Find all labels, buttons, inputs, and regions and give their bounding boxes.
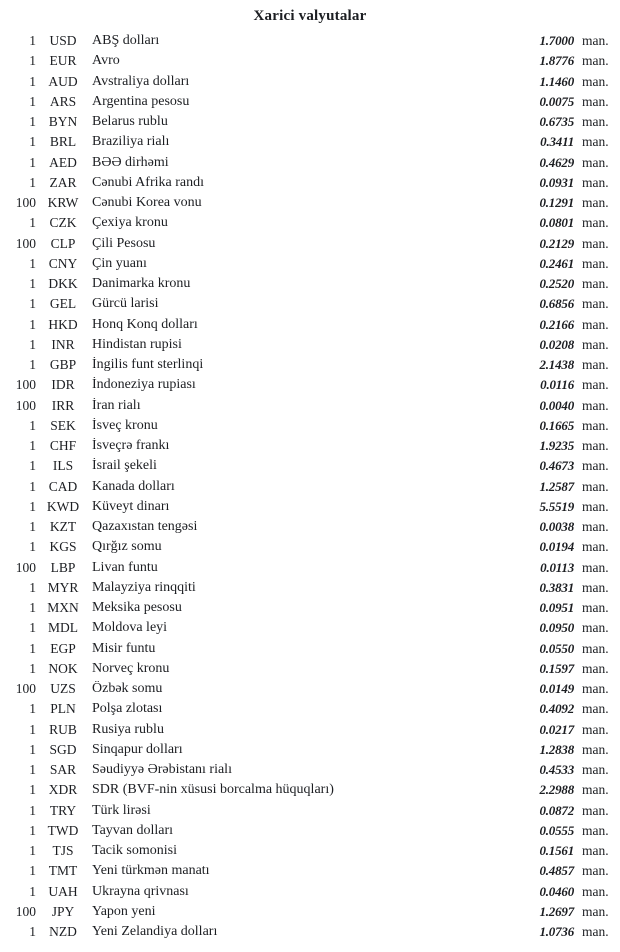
qty-cell: 1 bbox=[29, 843, 36, 859]
rate-cell: 0.1561 bbox=[539, 843, 574, 859]
code-cell: SAR bbox=[49, 762, 77, 778]
unit-cell: man. bbox=[582, 397, 609, 413]
qty-cell: 100 bbox=[15, 235, 36, 251]
unit-cell: man. bbox=[582, 438, 609, 454]
qty-cell: 1 bbox=[29, 519, 36, 535]
name-cell: Çili Pesosu bbox=[92, 235, 156, 251]
qty-cell: 1 bbox=[29, 762, 36, 778]
rate-row bbox=[0, 193, 620, 213]
code-cell: IRR bbox=[51, 397, 75, 413]
rate-row bbox=[0, 456, 620, 476]
rate-row bbox=[0, 801, 620, 821]
rate-cell: 0.2129 bbox=[539, 235, 574, 251]
code-cell: GEL bbox=[49, 296, 77, 312]
rate-cell: 0.1291 bbox=[539, 195, 574, 211]
rate-row bbox=[0, 740, 620, 760]
name-cell: Çexiya kronu bbox=[92, 215, 168, 231]
qty-cell: 1 bbox=[29, 296, 36, 312]
unit-cell: man. bbox=[582, 863, 609, 879]
rate-cell: 0.2166 bbox=[539, 316, 574, 332]
unit-cell: man. bbox=[582, 620, 609, 636]
code-cell: LBP bbox=[50, 559, 76, 575]
rate-row bbox=[0, 72, 620, 92]
rate-cell: 0.4857 bbox=[539, 863, 574, 879]
rate-cell: 0.3831 bbox=[539, 579, 574, 595]
unit-cell: man. bbox=[582, 316, 609, 332]
code-cell: TMT bbox=[48, 863, 78, 879]
qty-cell: 1 bbox=[29, 620, 36, 636]
rate-cell: 0.0950 bbox=[539, 620, 574, 636]
name-cell: Səudiyyə Ərəbistanı rialı bbox=[92, 762, 232, 778]
rate-cell: 1.2587 bbox=[539, 478, 574, 494]
qty-cell: 1 bbox=[29, 438, 36, 454]
code-cell: KZT bbox=[49, 519, 77, 535]
rate-row bbox=[0, 274, 620, 294]
code-cell: UZS bbox=[50, 681, 76, 697]
rate-cell: 0.0113 bbox=[540, 559, 574, 575]
rate-row bbox=[0, 699, 620, 719]
rate-row bbox=[0, 780, 620, 800]
unit-cell: man. bbox=[582, 174, 609, 190]
code-cell: JPY bbox=[51, 903, 75, 919]
name-cell: İsrail şekeli bbox=[92, 458, 157, 474]
qty-cell: 1 bbox=[29, 883, 36, 899]
code-cell: SGD bbox=[49, 741, 77, 757]
rate-row bbox=[0, 173, 620, 193]
qty-cell: 1 bbox=[29, 539, 36, 555]
rate-row bbox=[0, 396, 620, 416]
rate-cell: 2.1438 bbox=[539, 357, 574, 373]
qty-cell: 1 bbox=[29, 782, 36, 798]
rate-cell: 0.0931 bbox=[539, 174, 574, 190]
name-cell: Braziliya rialı bbox=[92, 134, 170, 150]
qty-cell: 100 bbox=[15, 377, 36, 393]
name-cell: Özbək somu bbox=[92, 681, 163, 697]
rate-row bbox=[0, 294, 620, 314]
rate-cell: 0.2520 bbox=[539, 276, 574, 292]
rate-cell: 1.9235 bbox=[539, 438, 574, 454]
name-cell: Argentina pesosu bbox=[92, 93, 190, 109]
unit-cell: man. bbox=[582, 235, 609, 251]
unit-cell: man. bbox=[582, 357, 609, 373]
rate-row bbox=[0, 902, 620, 922]
qty-cell: 100 bbox=[15, 681, 36, 697]
code-cell: DKK bbox=[48, 276, 78, 292]
unit-cell: man. bbox=[582, 843, 609, 859]
qty-cell: 1 bbox=[29, 478, 36, 494]
rate-cell: 0.0116 bbox=[540, 377, 574, 393]
name-cell: Moldova leyi bbox=[92, 620, 168, 636]
qty-cell: 1 bbox=[29, 93, 36, 109]
rate-row bbox=[0, 517, 620, 537]
rate-cell: 1.2838 bbox=[539, 741, 574, 757]
name-cell: Rusiya rublu bbox=[92, 721, 164, 737]
unit-cell: man. bbox=[582, 195, 609, 211]
rate-cell: 1.8776 bbox=[539, 53, 574, 69]
code-cell: AUD bbox=[48, 73, 78, 89]
code-cell: CLP bbox=[50, 235, 76, 251]
code-cell: GBP bbox=[49, 357, 77, 373]
code-cell: XDR bbox=[48, 782, 78, 798]
unit-cell: man. bbox=[582, 519, 609, 535]
rate-row bbox=[0, 416, 620, 436]
name-cell: Tayvan dolları bbox=[92, 822, 174, 838]
unit-cell: man. bbox=[582, 640, 609, 656]
unit-cell: man. bbox=[582, 924, 609, 940]
qty-cell: 1 bbox=[29, 255, 36, 271]
unit-cell: man. bbox=[582, 741, 609, 757]
code-cell: TJS bbox=[52, 843, 74, 859]
rate-cell: 0.0460 bbox=[539, 883, 574, 899]
qty-cell: 1 bbox=[29, 154, 36, 170]
name-cell: Gürcü larisi bbox=[92, 296, 159, 312]
qty-cell: 1 bbox=[29, 579, 36, 595]
rate-row bbox=[0, 51, 620, 71]
unit-cell: man. bbox=[582, 762, 609, 778]
qty-cell: 1 bbox=[29, 114, 36, 130]
qty-cell: 1 bbox=[29, 600, 36, 616]
name-cell: Qazaxıstan tengəsi bbox=[92, 519, 198, 535]
unit-cell: man. bbox=[582, 33, 609, 49]
qty-cell: 1 bbox=[29, 276, 36, 292]
code-cell: ARS bbox=[49, 93, 77, 109]
name-cell: Malayziya rinqqiti bbox=[92, 579, 196, 595]
rate-cell: 0.0550 bbox=[539, 640, 574, 656]
code-cell: SEK bbox=[50, 417, 76, 433]
qty-cell: 1 bbox=[29, 924, 36, 940]
unit-cell: man. bbox=[582, 377, 609, 393]
qty-cell: 1 bbox=[29, 863, 36, 879]
code-cell: RUB bbox=[49, 721, 77, 737]
rate-cell: 0.0040 bbox=[539, 397, 574, 413]
rate-cell: 0.4533 bbox=[539, 762, 574, 778]
rate-cell: 0.0194 bbox=[539, 539, 574, 555]
code-cell: CHF bbox=[49, 438, 77, 454]
rate-row bbox=[0, 598, 620, 618]
code-cell: CNY bbox=[48, 255, 78, 271]
rate-row bbox=[0, 31, 620, 51]
qty-cell: 1 bbox=[29, 174, 36, 190]
unit-cell: man. bbox=[582, 417, 609, 433]
unit-cell: man. bbox=[582, 822, 609, 838]
rate-cell: 0.0801 bbox=[539, 215, 574, 231]
rate-cell: 0.1597 bbox=[539, 660, 574, 676]
code-cell: KWD bbox=[46, 498, 80, 514]
rate-cell: 0.6856 bbox=[539, 296, 574, 312]
unit-cell: man. bbox=[582, 255, 609, 271]
rate-cell: 1.7000 bbox=[539, 33, 574, 49]
rate-cell: 0.0217 bbox=[539, 721, 574, 737]
name-cell: Sinqapur dolları bbox=[92, 741, 183, 757]
qty-cell: 1 bbox=[29, 660, 36, 676]
rate-row bbox=[0, 375, 620, 395]
rate-cell: 0.4673 bbox=[539, 458, 574, 474]
rate-row bbox=[0, 335, 620, 355]
rate-row bbox=[0, 922, 620, 942]
name-cell: Misir funtu bbox=[92, 640, 156, 656]
unit-cell: man. bbox=[582, 336, 609, 352]
rate-cell: 0.0872 bbox=[539, 802, 574, 818]
unit-cell: man. bbox=[582, 276, 609, 292]
code-cell: UAH bbox=[48, 883, 78, 899]
unit-cell: man. bbox=[582, 458, 609, 474]
rate-row bbox=[0, 882, 620, 902]
unit-cell: man. bbox=[582, 296, 609, 312]
code-cell: KGS bbox=[49, 539, 77, 555]
rate-row bbox=[0, 436, 620, 456]
rate-row bbox=[0, 153, 620, 173]
rate-row bbox=[0, 234, 620, 254]
name-cell: Norveç kronu bbox=[92, 660, 170, 676]
rate-row bbox=[0, 659, 620, 679]
qty-cell: 1 bbox=[29, 357, 36, 373]
code-cell: ZAR bbox=[49, 174, 77, 190]
code-cell: CZK bbox=[49, 215, 77, 231]
qty-cell: 1 bbox=[29, 134, 36, 150]
rate-row bbox=[0, 355, 620, 375]
name-cell: Avstraliya dolları bbox=[92, 73, 190, 89]
unit-cell: man. bbox=[582, 559, 609, 575]
unit-cell: man. bbox=[582, 701, 609, 717]
code-cell: EUR bbox=[49, 53, 77, 69]
page-title: Xarici valyutalar bbox=[253, 8, 367, 24]
qty-cell: 1 bbox=[29, 741, 36, 757]
code-cell: INR bbox=[51, 336, 75, 352]
name-cell: İngilis funt sterlinqi bbox=[92, 357, 204, 373]
rate-cell: 0.0951 bbox=[539, 600, 574, 616]
rate-row bbox=[0, 537, 620, 557]
code-cell: USD bbox=[49, 33, 77, 49]
name-cell: Honq Konq dolları bbox=[92, 316, 198, 332]
name-cell: Yeni türkmən manatı bbox=[92, 863, 210, 879]
rate-cell: 1.0736 bbox=[539, 924, 574, 940]
rate-cell: 2.2988 bbox=[539, 782, 574, 798]
rate-row bbox=[0, 558, 620, 578]
unit-cell: man. bbox=[582, 660, 609, 676]
rate-cell: 0.1665 bbox=[539, 417, 574, 433]
rate-row bbox=[0, 679, 620, 699]
name-cell: İran rialı bbox=[92, 397, 141, 413]
code-cell: NOK bbox=[48, 660, 78, 676]
qty-cell: 1 bbox=[29, 53, 36, 69]
rate-row bbox=[0, 861, 620, 881]
qty-cell: 1 bbox=[29, 336, 36, 352]
code-cell: BRL bbox=[49, 134, 77, 150]
unit-cell: man. bbox=[582, 134, 609, 150]
qty-cell: 100 bbox=[15, 903, 36, 919]
qty-cell: 100 bbox=[15, 195, 36, 211]
rate-row bbox=[0, 477, 620, 497]
rate-row bbox=[0, 92, 620, 112]
code-cell: MYR bbox=[47, 579, 79, 595]
rate-row bbox=[0, 112, 620, 132]
name-cell: Qırğız somu bbox=[92, 539, 162, 555]
rate-cell: 0.4629 bbox=[539, 154, 574, 170]
rate-row bbox=[0, 639, 620, 659]
qty-cell: 1 bbox=[29, 417, 36, 433]
qty-cell: 1 bbox=[29, 822, 36, 838]
code-cell: IDR bbox=[51, 377, 75, 393]
rate-cell: 0.0075 bbox=[539, 93, 574, 109]
unit-cell: man. bbox=[582, 154, 609, 170]
name-cell: Ukrayna qrivnası bbox=[92, 883, 189, 899]
rate-row bbox=[0, 213, 620, 233]
unit-cell: man. bbox=[582, 579, 609, 595]
name-cell: Polşa zlotası bbox=[92, 701, 163, 717]
unit-cell: man. bbox=[582, 73, 609, 89]
name-cell: Yeni Zelandiya dolları bbox=[92, 924, 218, 940]
qty-cell: 1 bbox=[29, 802, 36, 818]
qty-cell: 1 bbox=[29, 498, 36, 514]
rate-cell: 0.0555 bbox=[539, 822, 574, 838]
qty-cell: 100 bbox=[15, 397, 36, 413]
rate-row bbox=[0, 618, 620, 638]
name-cell: İndoneziya rupiası bbox=[92, 377, 196, 393]
unit-cell: man. bbox=[582, 539, 609, 555]
code-cell: MDL bbox=[48, 620, 78, 636]
code-cell: PLN bbox=[50, 701, 76, 717]
name-cell: Çin yuanı bbox=[92, 255, 147, 271]
rate-cell: 0.6735 bbox=[539, 114, 574, 130]
code-cell: MXN bbox=[47, 600, 79, 616]
rate-cell: 0.4092 bbox=[539, 701, 574, 717]
rate-row bbox=[0, 132, 620, 152]
rate-row bbox=[0, 760, 620, 780]
code-cell: BYN bbox=[48, 114, 78, 130]
unit-cell: man. bbox=[582, 721, 609, 737]
name-cell: Belarus rublu bbox=[92, 114, 168, 130]
code-cell: EGP bbox=[50, 640, 76, 656]
rate-row bbox=[0, 254, 620, 274]
unit-cell: man. bbox=[582, 478, 609, 494]
unit-cell: man. bbox=[582, 53, 609, 69]
name-cell: İsveç kronu bbox=[92, 417, 158, 433]
qty-cell: 100 bbox=[15, 559, 36, 575]
rate-row bbox=[0, 315, 620, 335]
rates-table bbox=[0, 31, 620, 942]
unit-cell: man. bbox=[582, 802, 609, 818]
qty-cell: 1 bbox=[29, 458, 36, 474]
name-cell: Cənubi Korea vonu bbox=[92, 195, 202, 211]
code-cell: TWD bbox=[47, 822, 79, 838]
name-cell: Kanada dolları bbox=[92, 478, 175, 494]
qty-cell: 1 bbox=[29, 73, 36, 89]
qty-cell: 1 bbox=[29, 316, 36, 332]
unit-cell: man. bbox=[582, 114, 609, 130]
rate-row bbox=[0, 821, 620, 841]
rate-row bbox=[0, 578, 620, 598]
rate-cell: 5.5519 bbox=[539, 498, 574, 514]
unit-cell: man. bbox=[582, 681, 609, 697]
rate-row bbox=[0, 720, 620, 740]
qty-cell: 1 bbox=[29, 33, 36, 49]
name-cell: Avro bbox=[92, 53, 120, 69]
rate-cell: 0.0149 bbox=[539, 681, 574, 697]
code-cell: HKD bbox=[48, 316, 78, 332]
rate-cell: 0.0208 bbox=[539, 336, 574, 352]
name-cell: Danimarka kronu bbox=[92, 276, 191, 292]
rate-row bbox=[0, 497, 620, 517]
rate-cell: 1.2697 bbox=[539, 903, 574, 919]
unit-cell: man. bbox=[582, 600, 609, 616]
name-cell: Küveyt dinarı bbox=[92, 498, 170, 514]
name-cell: SDR (BVF-nin xüsusi borcalma hüquqları) bbox=[92, 782, 334, 798]
unit-cell: man. bbox=[582, 215, 609, 231]
name-cell: Yapon yeni bbox=[92, 903, 156, 919]
qty-cell: 1 bbox=[29, 640, 36, 656]
name-cell: Hindistan rupisi bbox=[92, 336, 182, 352]
qty-cell: 1 bbox=[29, 215, 36, 231]
name-cell: Tacik somonisi bbox=[92, 843, 177, 859]
name-cell: İsveçrə frankı bbox=[92, 438, 170, 454]
unit-cell: man. bbox=[582, 903, 609, 919]
code-cell: TRY bbox=[49, 802, 77, 818]
unit-cell: man. bbox=[582, 93, 609, 109]
name-cell: Meksika pesosu bbox=[92, 600, 182, 616]
rate-cell: 0.0038 bbox=[539, 519, 574, 535]
code-cell: ILS bbox=[52, 458, 74, 474]
name-cell: Türk lirəsi bbox=[92, 802, 151, 818]
unit-cell: man. bbox=[582, 883, 609, 899]
rate-row bbox=[0, 841, 620, 861]
code-cell: AED bbox=[49, 154, 77, 170]
unit-cell: man. bbox=[582, 782, 609, 798]
name-cell: Livan funtu bbox=[92, 559, 158, 575]
rate-cell: 1.1460 bbox=[539, 73, 574, 89]
name-cell: Cənubi Afrika randı bbox=[92, 174, 204, 190]
code-cell: NZD bbox=[49, 924, 77, 940]
rate-cell: 0.2461 bbox=[539, 255, 574, 271]
qty-cell: 1 bbox=[29, 721, 36, 737]
qty-cell: 1 bbox=[29, 701, 36, 717]
rate-cell: 0.3411 bbox=[540, 134, 574, 150]
code-cell: CAD bbox=[48, 478, 78, 494]
code-cell: KRW bbox=[47, 195, 79, 211]
name-cell: ABŞ dolları bbox=[92, 33, 160, 49]
name-cell: BƏƏ dirhəmi bbox=[92, 154, 169, 170]
unit-cell: man. bbox=[582, 498, 609, 514]
